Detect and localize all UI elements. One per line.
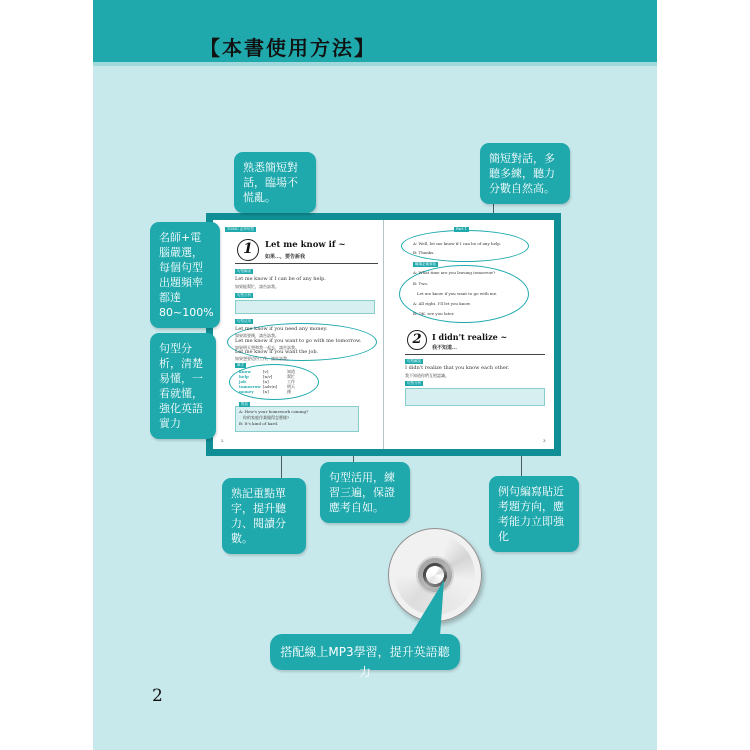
left-label-explain: 句型解說 — [237, 269, 251, 273]
left-page-number: 2 — [221, 438, 224, 443]
right-dialogue-2-c: Let me know if you want to go with me. — [417, 291, 498, 296]
right-label-explain: 句型解說 — [407, 359, 421, 363]
right-dialogue-2-e: B: OK, see you later. — [413, 311, 455, 316]
right-dialogue-2-d: A: All right. I'll let you know. — [413, 301, 471, 306]
left-pattern-3-zh: 如果想要這份工作，請告訴我。 — [235, 356, 291, 361]
right-header-tag: Part 1 — [456, 227, 467, 231]
right-dialogue-2-a: A: What time are you leaving tomorrow? — [413, 270, 496, 275]
callout-pattern-analysis: 句型分析，清楚易懂，一看就懂，強化英語實力 — [150, 333, 216, 439]
left-heading: Let me know if ~ — [265, 240, 346, 250]
book-spine — [383, 220, 384, 449]
left-label-vocab: 單字 — [237, 363, 244, 367]
right-sentence: I didn't realize that you know each other. — [405, 365, 510, 371]
right-label-dialogue: 職場必備會話 — [415, 262, 436, 266]
left-dialogue-b: B: It's kind of hard. — [239, 421, 279, 426]
page-title: 【本書使用方法】 — [200, 36, 376, 60]
left-heading-rule — [235, 263, 378, 264]
right-label-analysis: 句型分析 — [407, 381, 421, 385]
left-pattern-2-zh: 如果明天想和我一起去，請告訴我。 — [235, 345, 299, 350]
vocab-item: help [n/v] 幫忙 — [239, 374, 295, 379]
left-heading-zh: 如果…，要告訴我 — [265, 254, 306, 260]
left-label-usage: 句型活用 — [237, 319, 251, 323]
left-pattern-1-zh: 如果需要錢，請告訴我。 — [235, 333, 279, 338]
mp3-callout-pointer — [400, 580, 460, 640]
callout-dialogue-familiar: 熟悉簡短對話，臨場不慌亂。 — [234, 152, 316, 213]
callout-vocabulary: 熟記重點單字，提升聽力、閱讀分數。 — [222, 478, 306, 554]
right-unit-number: 2 — [407, 330, 427, 350]
left-sentence: Let me know if I can be of any help. — [235, 276, 326, 282]
vocab-item: job [n] 工作 — [239, 379, 295, 384]
book-pages — [213, 220, 554, 449]
left-pattern-1: Let me know if you need any money. — [235, 326, 328, 332]
callout-pattern-usage: 句型活用，練習三遍，保證應考自如。 — [320, 462, 410, 523]
left-pattern-3: Let me know if you want the job. — [235, 349, 319, 355]
right-page-number: 3 — [543, 438, 546, 443]
left-analysis-box — [235, 300, 375, 314]
right-dialogue-1-a: A: Well, let me know if I can be of any help. — [413, 241, 502, 246]
vocab-item: know [v] 知道 — [239, 369, 295, 374]
left-label-dialogue: 對話 — [241, 402, 248, 406]
left-header-tag: TOEIC 必考句型 — [227, 227, 254, 231]
callout-teacher-computer: 名師+電腦嚴選，每個句型出題頻率都達80~100% — [150, 222, 220, 328]
right-dialogue-ellipse-1 — [401, 230, 529, 262]
vocab-item: money [n] 錢 — [239, 389, 291, 394]
book-spread — [206, 213, 561, 456]
left-label-analysis: 句型分析 — [237, 293, 251, 297]
right-sentence-zh: 我不知道你們互相認識。 — [405, 373, 449, 378]
left-pattern-2: Let me know if you want to go with me tomorrow. — [235, 338, 362, 344]
right-dialogue-1-b: B: Thanks. — [413, 250, 435, 255]
callout-example-sentences: 例句編寫貼近考題方向，應考能力立即強化 — [489, 476, 579, 552]
left-unit-number: 1 — [237, 239, 259, 261]
right-heading: I didn't realize ~ — [432, 332, 508, 342]
left-vocab-list — [239, 369, 295, 394]
left-dialogue-a-zh: 你的家庭作業做得怎麼樣? — [243, 415, 290, 420]
right-analysis-box — [405, 388, 545, 406]
callout-dialogue-short: 簡短對話，多聽多練，聽力分數自然高。 — [480, 143, 570, 204]
left-dialogue-a: A: How's your homework coming? — [239, 409, 309, 414]
left-sentence-zh: 如果能幫忙，請告訴我。 — [235, 284, 279, 289]
callout-mp3: 搭配線上MP3學習，提升英語聽力 — [270, 634, 460, 670]
right-dialogue-2-b: B: Two. — [413, 281, 429, 286]
vocab-item: tomorrow [adv/n] 明天 — [239, 384, 295, 389]
page-number: 2 — [152, 686, 163, 706]
right-heading-rule — [405, 354, 545, 355]
right-heading-zh: 我不知道… — [432, 345, 458, 351]
